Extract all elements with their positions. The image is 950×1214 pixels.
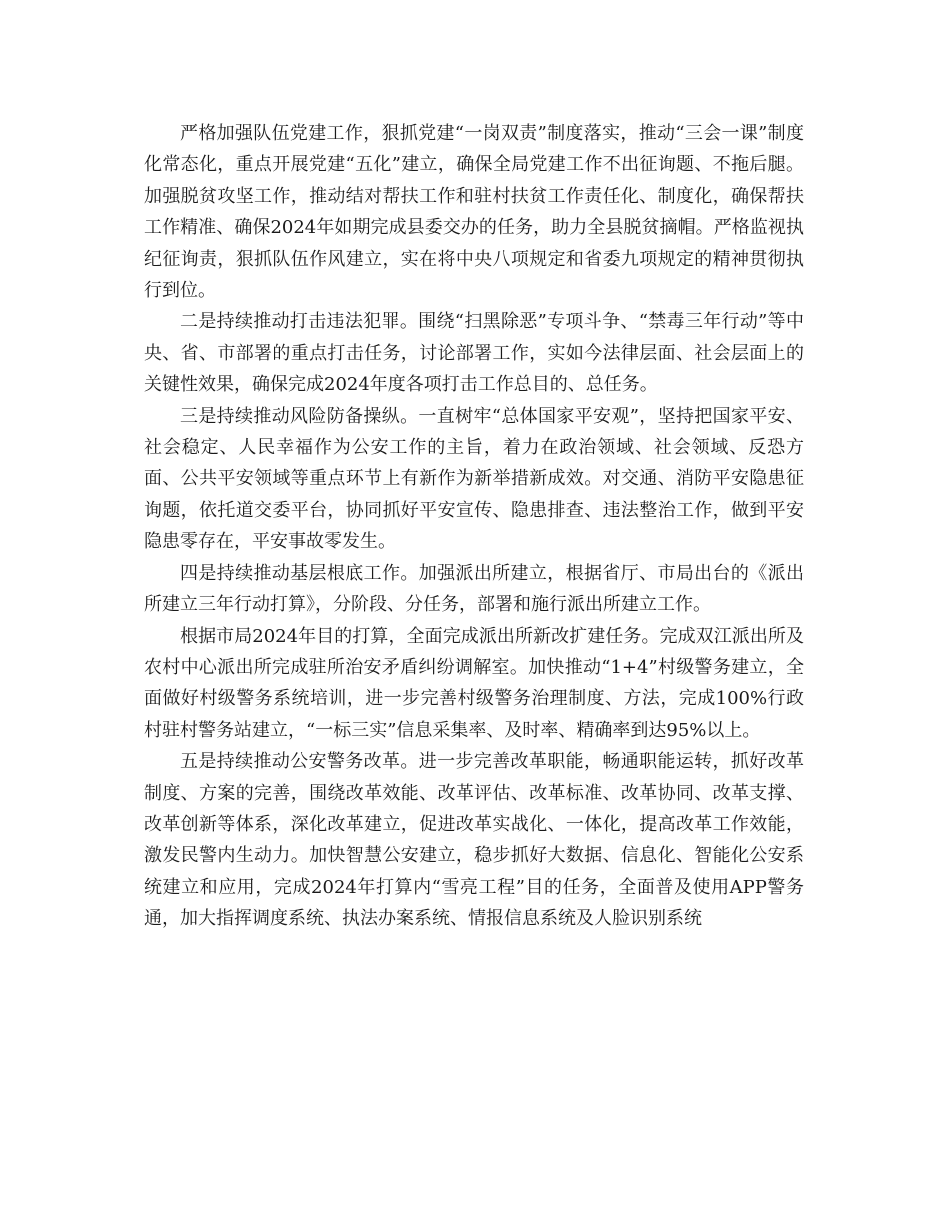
- paragraph-risk-prevention: 三是持续推动风险防备操纵。一直树牢“总体国家平安观”，坚持把国家平安、社会稳定、人民幸福作为公安工作的主旨，着力在政治领域、社会领域、反恐方面、公共平安领域等重点环节上有新作为新举措新成效。对交通、消防平安隐患征询题，依托道交委平台，协同抓好平安宣传、隐患排查、违法整治工作，做到平安隐患零存在，平安事故零发生。: [144, 405, 804, 553]
- document-body: [144, 118, 804, 935]
- paragraph-city-plan: 根据市局2024年目的打算，全面完成派出所新改扩建任务。完成双江派出所及农村中心派出所完成驻所治安矛盾纠纷调解室。加快推动“1+4”村级警务建立，全面做好村级警务系统培训，进一步完善村级警务治理制度、方法，完成100%行政村驻村警务站建立，“一标三实”信息采集率、及时率、精确率到达95%以上。: [144, 625, 804, 741]
- paragraph-grassroots-work: 四是持续推动基层根底工作。加强派出所建立，根据省厅、市局出台的《派出所建立三年行动打算》，分阶段、分任务，部署和施行派出所建立工作。: [144, 562, 804, 616]
- paragraph-police-reform: 五是持续推动公安警务改革。进一步完善改革职能，畅通职能运转，抓好改革制度、方案的完善，围绕改革效能、改革评估、改革标准、改革协同、改革支撑、改革创新等体系，深化改革建立，促进改革实战化、一体化，提高改革工作效能，激发民警内生动力。加快智慧公安建立，稳步抓好大数据、信息化、智能化公安系统建立和应用，完成2024年打算内“雪亮工程”目的任务，全面普及使用APP警务通，加大指挥调度系统、执法办案系统、情报信息系统及人脸识别系统: [144, 751, 804, 930]
- paragraph-party-building: 严格加强队伍党建工作，狠抓党建“一岗双责”制度落实，推动“三会一课”制度化常态化，重点开展党建“五化”建立，确保全局党建工作不出征询题、不拖后腿。加强脱贫攻坚工作，推动结对帮扶工作和驻村扶贫工作责任化、制度化，确保帮扶工作精准、确保2024年如期完成县委交办的任务，助力全县脱贫摘帽。严格监视执纪征询责，狠抓队伍作风建立，实在将中央八项规定和省委九项规定的精神贯彻执行到位。: [144, 123, 804, 302]
- paragraph-crime-crackdown: 二是持续推动打击违法犯罪。围绕“扫黑除恶”专项斗争、“禁毒三年行动”等中央、省、市部署的重点打击任务，讨论部署工作，实如今法律层面、社会层面上的关键性效果，确保完成2024年度各项打击工作总目的、总任务。: [144, 311, 804, 396]
